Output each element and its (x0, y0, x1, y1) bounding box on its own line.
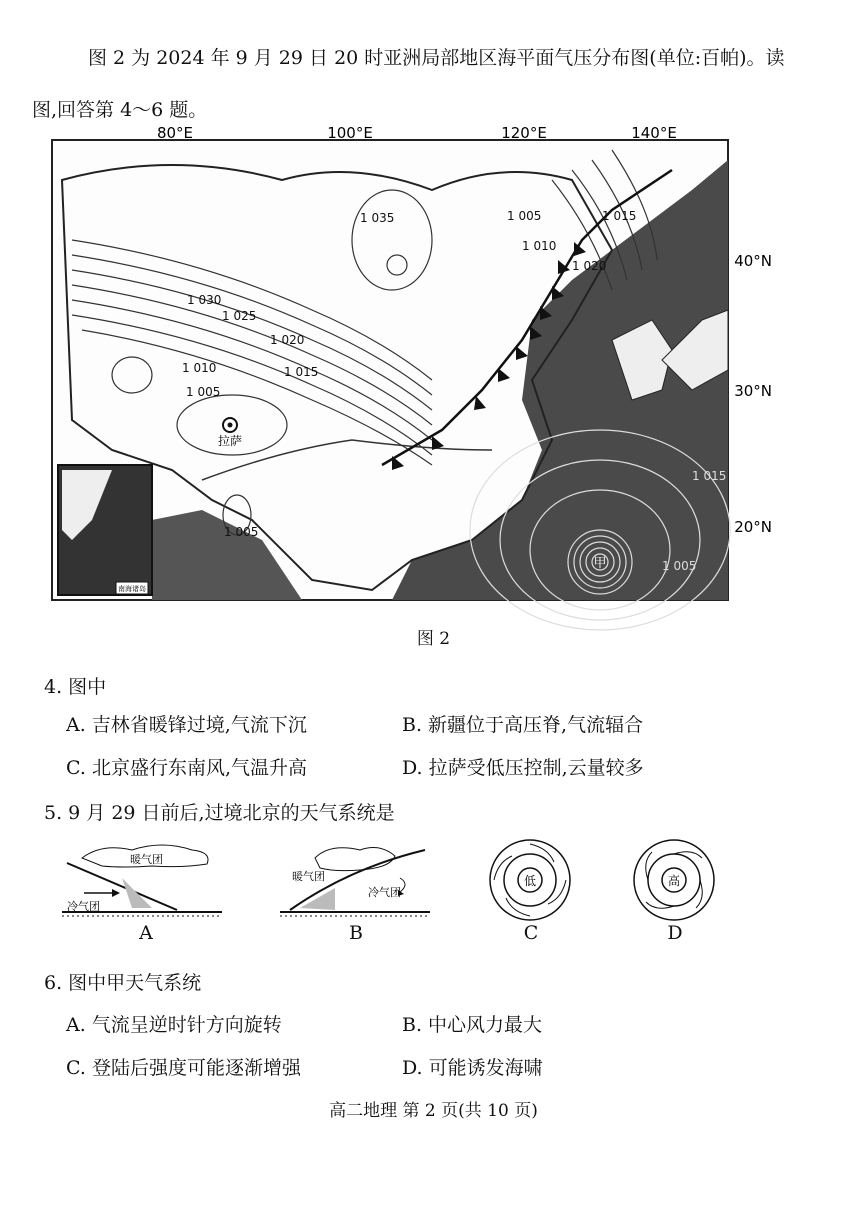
q6-option-c: C. 登陆后强度可能逐渐增强 (66, 1057, 301, 1079)
figure-caption: 图 2 (416, 629, 451, 649)
isobar-label: 1 005 (224, 525, 259, 539)
diagram-d-anticyclone (632, 838, 716, 922)
typhoon-label: 甲 (593, 556, 607, 571)
diagram-b-warm-front (280, 838, 430, 918)
isobar-label: 1 025 (222, 309, 257, 323)
q6-option-b: B. 中心风力最大 (402, 1014, 543, 1036)
q5-stem: 5. 9 月 29 日前后,过境北京的天气系统是 (44, 802, 395, 824)
diagram-c-cyclone (488, 838, 572, 922)
isobar-label: 1 015 (602, 209, 637, 223)
lon-label-120: 120°E (501, 124, 547, 142)
lon-label-140: 140°E (631, 124, 677, 142)
isobar-label: 1 005 (662, 559, 697, 573)
isobar-label: 1 010 (522, 239, 557, 253)
pressure-map (52, 120, 772, 610)
isobar-label: 1 020 (572, 259, 607, 273)
isobar-label: 1 005 (507, 209, 542, 223)
intro-line-2: 图,回答第 4～6 题。 (32, 99, 208, 121)
q6-option-d: D. 可能诱发海啸 (402, 1057, 543, 1079)
isobar-label: 1 005 (186, 385, 221, 399)
inset-label: 南海诸岛 (118, 585, 146, 593)
isobar-label: 1 010 (182, 361, 217, 375)
q4-stem: 4. 图中 (44, 676, 107, 698)
lon-label-100: 100°E (327, 124, 373, 142)
diagram-d-label: D (667, 922, 683, 944)
cold-air-label: 冷气团 (67, 900, 100, 913)
city-label-lhasa: 拉萨 (217, 434, 243, 448)
lat-label-30: 30°N (734, 382, 772, 400)
low-label: 低 (523, 874, 537, 888)
q4-option-a: A. 吉林省暖锋过境,气流下沉 (66, 714, 307, 736)
q4-option-b: B. 新疆位于高压脊,气流辐合 (402, 714, 644, 736)
page-footer: 高二地理 第 2 页(共 10 页) (329, 1101, 538, 1121)
q6-stem: 6. 图中甲天气系统 (44, 972, 202, 994)
isobar-label: 1 015 (692, 469, 727, 483)
diagram-b-label: B (349, 922, 363, 944)
q4-option-c: C. 北京盛行东南风,气温升高 (66, 757, 307, 779)
isobar-label: 1 035 (360, 211, 395, 225)
diagram-a-label: A (139, 922, 153, 944)
warm-air-label: 暖气团 (130, 853, 163, 866)
isobar-label: 1 015 (284, 365, 319, 379)
isobar-label: 1 020 (270, 333, 305, 347)
cold-air-label: 冷气团 (368, 886, 401, 899)
isobar-label: 1 030 (187, 293, 222, 307)
warm-air-label: 暖气团 (292, 870, 325, 883)
high-label: 高 (667, 874, 681, 888)
lat-label-40: 40°N (734, 252, 772, 270)
intro-line-1: 图 2 为 2024 年 9 月 29 日 20 时亚洲局部地区海平面气压分布图(单位:百帕)。读 (88, 47, 785, 69)
diagram-c-label: C (523, 922, 539, 944)
q6-option-a: A. 气流呈逆时针方向旋转 (66, 1014, 282, 1036)
lon-label-80: 80°E (156, 124, 194, 142)
q4-option-d: D. 拉萨受低压控制,云量较多 (402, 757, 644, 779)
lat-label-20: 20°N (734, 518, 772, 536)
diagram-a-cold-front (62, 838, 222, 918)
